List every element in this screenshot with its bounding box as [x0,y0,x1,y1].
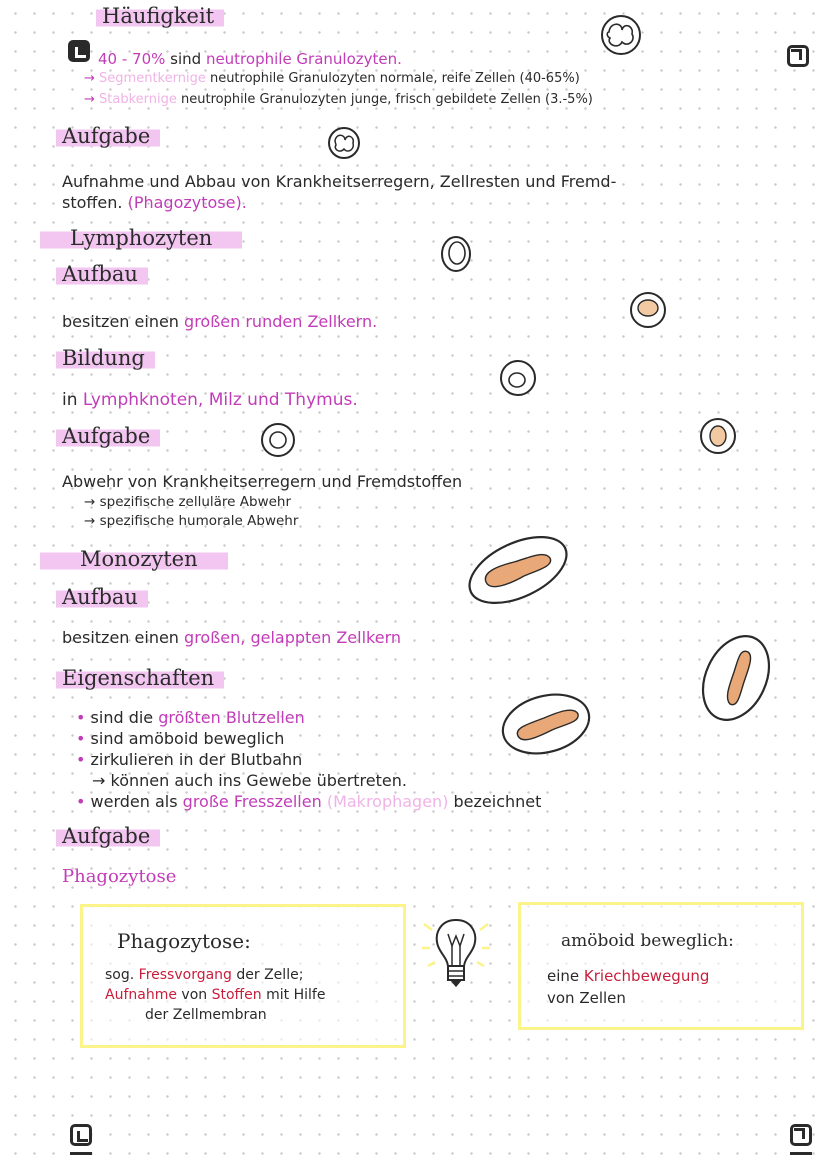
mono-aufbau-pink: großen, gelappten Zellkern [184,628,402,647]
corner-icon-top-right [787,45,809,67]
bullet-icon: • [76,708,86,727]
box-amoeboid-l1 [547,967,709,985]
box-phagozytose-l3: der Zellmembran [145,1007,267,1023]
box-phagozytose-l2 [105,987,325,1003]
lymph-aufgabe-sub1: → spezifische zelluläre Abwehr [84,494,292,510]
mit-hilfe: mit Hilfe [261,987,326,1003]
heading-mono-aufbau: Aufbau [56,585,148,611]
heading-lymph-aufbau: Aufbau [56,262,148,288]
corner-bar-bottom-right [790,1152,812,1155]
bulb-icon [416,906,496,996]
box-amoeboid [518,902,804,1030]
sog: sog. [105,967,139,983]
heading-aufgabe-granulozyten: Aufgabe [56,124,160,150]
cell-icon-lymphocyte-3 [496,356,540,400]
lymph-aufgabe-sub2: → spezifische humorale Abwehr [84,513,299,529]
mono-e1 [76,708,305,727]
fressvorgang: Fressvorgang [138,967,232,983]
aufgabe-granulozyten-line2 [62,193,247,212]
box-phagozytose-l1 [105,967,303,983]
aufgabe-granulozyten-line1: Aufnahme und Abbau von Krankheitserregern, Zellresten und Fremd- [62,172,617,191]
mono-e2 [76,729,284,748]
mono-e4-pink: große Fresszellen [182,792,322,811]
mono-e1-plain: sind die [90,708,159,727]
title-lymphozyten: Lymphozyten [40,226,242,252]
cell-icon-monocyte-1 [458,530,578,610]
stabkernige-text: neutrophile Granulozyten junge, frisch gebildete Zellen (3.-5%) [176,92,593,107]
mono-e4-light: (Makrophagen) [321,792,449,811]
mono-aufbau-text [62,628,401,647]
haeufigkeit-percent: 40 - 70% [98,50,166,68]
mono-e4 [76,792,541,811]
stabkernige: Stabkernige [99,92,177,107]
cell-icon-lymphocyte-5 [696,414,740,458]
von: von [176,987,212,1003]
eine: eine [547,967,584,985]
mono-e2-text: sind amöboid beweglich [90,729,285,748]
title-monozyten: Monozyten [40,547,228,573]
mono-e4-end: bezeichnet [448,792,542,811]
lymph-bildung-plain: in [62,390,83,410]
segmentkernige: Segmentkernige [99,71,206,86]
haeufigkeit-neutrophile: neutrophile Granulozyten. [205,50,402,68]
stoffen: Stoffen [211,987,262,1003]
cell-icon-monocyte-2 [696,628,776,728]
cell-icon-granulocyte-1 [596,10,646,60]
heading-mono-eigenschaften: Eigenschaften [56,666,224,692]
der-zelle: der Zelle; [231,967,304,983]
box-phagozytose [80,904,406,1048]
mono-e4-plain: werden als [90,792,183,811]
cell-icon-monocyte-3 [496,684,596,764]
cell-icon-lymphocyte-2 [626,288,670,332]
kriechbewegung: Kriechbewegung [583,967,710,985]
corner-bar-bottom-left [70,1152,92,1155]
heading-haeufigkeit: Häufigkeit [96,4,224,30]
box-amoeboid-title: amöboid beweglich: [561,931,734,951]
lymph-bildung-pink: Lymphknoten, Milz und Thymus. [82,390,358,410]
mono-aufbau-plain: besitzen einen [62,628,185,647]
corner-icon-bottom-right [790,1124,812,1146]
box-phagozytose-title: Phagozytose: [117,929,251,953]
arrow-icon: → [84,92,95,107]
mono-aufgabe-text: Phagozytose [62,866,177,887]
heading-lymph-bildung: Bildung [56,346,155,372]
haeufigkeit-line1 [98,50,402,68]
aufnahme: Aufnahme [105,987,177,1003]
segmentkernige-text: neutrophile Granulozyten normale, reife Zellen (40-65%) [205,71,580,86]
cell-icon-lymphocyte-4 [256,418,300,462]
mono-e3-text: zirkulieren in der Blutbahn [90,750,303,769]
cell-icon-granulocyte-2 [324,123,364,163]
stoffen-text: stoffen. [62,193,128,212]
heading-mono-aufgabe: Aufgabe [56,824,160,850]
lymph-aufbau-plain: besitzen einen [62,312,185,331]
cell-icon-lymphocyte-1 [436,232,476,276]
haeufigkeit-sind: sind [165,50,206,68]
box-amoeboid-l2: von Zellen [547,989,626,1007]
lymph-aufgabe-text: Abwehr von Krankheitserregern und Fremdstoffen [62,472,463,491]
lymph-aufbau-text [62,312,377,331]
lymph-aufbau-pink: großen runden Zellkern. [184,312,378,331]
bullet-icon: • [76,729,86,748]
bullet-icon: • [76,792,86,811]
heading-lymph-aufgabe: Aufgabe [56,424,160,450]
mono-e1-pink: größten Blutzellen [158,708,305,727]
haeufigkeit-sub2 [84,92,593,107]
arrow-icon: → [84,71,95,86]
mono-e3 [76,750,302,769]
lymph-bildung-text [62,390,358,410]
corner-icon-bottom-left [70,1124,92,1146]
haeufigkeit-sub1 [84,71,580,86]
mono-e3-sub: → können auch ins Gewebe übertreten. [92,771,407,790]
phagozytose-note: (Phagozytose). [127,193,247,212]
corner-icon-top-left [68,40,90,62]
bullet-icon: • [76,750,86,769]
